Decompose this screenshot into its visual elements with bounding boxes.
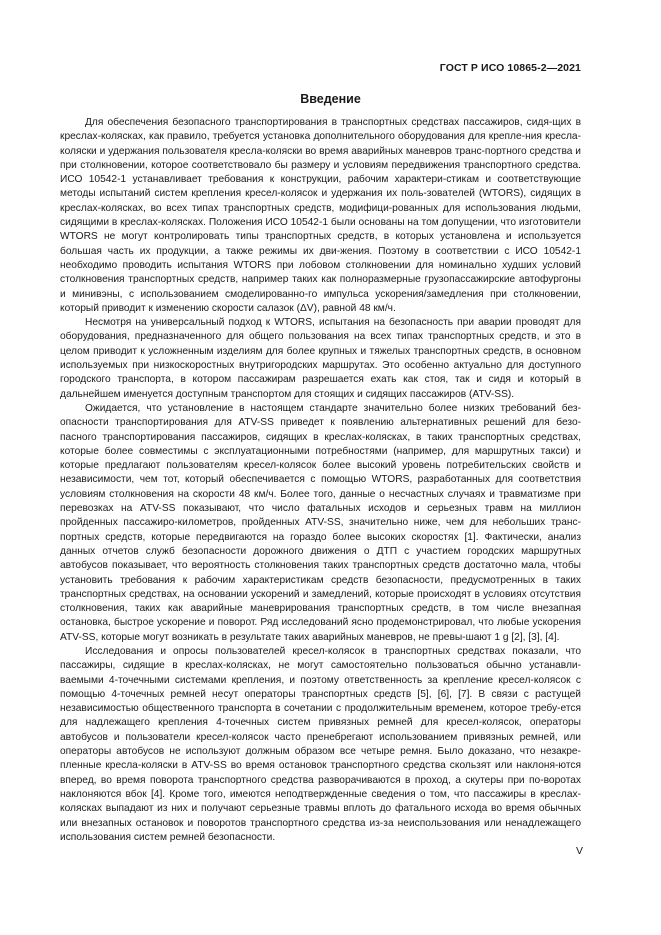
standard-id: ГОСТ Р ИСО 10865-2—2021 — [439, 62, 581, 74]
paragraph: Для обеспечения безопасного транспортирования в транспортных средствах пассажиров, сидя-щих в креслах-колясках, как правило, требуется установка дополнительного оборудования для крепле-ния кресла-коляски и удержания пользователя кресла-коляски во время аварийных маневров транс-портного средства и при столкновении, которое соответствовало бы размеру и условиям передвижения транспортного средства. ИСО 10542-1 устанавливает требования к конструкции, рабочим характери-стикам и соответствующие методы испытаний систем крепления кресел-колясок и удержания их поль-зователей (WTORS), сидящих в креслах-колясках, во всех типах транспортных средств, модифици-рованных для использования людьми, сидящими в креслах-колясках. Положения ИСО 10542-1 были основаны на том допущении, что изготовители WTORS не могут контролировать типы транспортных средств, в которых установлена и используется большая часть их продукции, а также режимы их дви-жения. Поэтому в соответствии с ИСО 10542-1 необходимо проводить испытания WTORS при лобовом столкновении для номинально худших условий столкновения транспортных средств, например таких как полноразмерные грузопассажирские автофургоны и минивэны, с использованием смоделированно-го импульса ускорения/замедления при столкновении, который приводит к изменению скорости салазок (ΔV), равной 48 км/ч. — [60, 117, 581, 314]
paragraph: Несмотря на универсальный подход к WTORS, испытания на безопасность при аварии проводят для оборудования, предназначенного для общего пользования на всех типах транспортных средств, и это в целом приводит к усложненным изделиям для более крупных и тяжелых транспортных средств, в основном используемых при низкоскоростных внутригородских маршрутах. Это особенно актуально для доступного городского транспорта, в котором пассажирам разрешается ехать как стоя, так и сидя и который в дальнейшем именуется доступным транспортом для стоящих и сидящих пассажиров (ATV-SS). — [60, 317, 581, 400]
paragraph: Исследования и опросы пользователей кресел-колясок в транспортных средствах показали, что пассажиры, сидящие в креслах-колясках, не могут самостоятельно пользоваться обычно устанавли-ваемыми 4-точечными системами крепления, и поэтому ответственность за крепление кресел-колясок с помощью 4-точечных ремней несут операторы транспортных средств [5], [6], [7]. В связи с растущей независимостью общественного транспорта в сочетании с продолжительным временем, которое требу-ется для надлежащего крепления 4-точечных систем привязных ремней для кресел-колясок, операторы автобусов и пользователи кресел-колясок часто пренебрегают использованием привязных ремней, или операторы автобусов не используют должным образом все четыре ремня. Было доказано, что незакре-пленные кресла-коляски в ATV-SS во время остановок транспортного средства скользят или наклоня-ются вперед, во время поворота транспортного средства разворачиваются в проход, а скутеры при по-воротах наклоняются вбок [4]. Кроме того, имеются неподтвержденные сведения о том, что пассажиры в креслах-колясках выпадают из них и получают серьезные травмы вплоть до фатального исхода во время обычных или внезапных остановок и поворотов транспортного средства из-за неиспользования или ненадлежащего использования систем ремней безопасности. — [60, 645, 581, 843]
paragraph: Ожидается, что установление в настоящем стандарте значительно более низких требований без-опасности транспортирования для ATV-SS приведет к появлению альтернативных решений для безо-пасного транспортирования пассажиров, сидящих в креслах-колясках, в таких транспортных средствах, которые более совместимы с эксплуатационными потребностями (например, для маршрутных такси) и которые предлагают пользователям кресел-колясок более высокий уровень потребительских свойств и независимости, чем тот, который обеспечивается с помощью WTORS, разработанных для соответствия условиям столкновения на скорости 48 км/ч. Более того, данные о несчастных случаях и травматизме при перевозках на ATV-SS показывают, что число фатальных исходов и серьезных травм на миллион пройденных пассажиро-километров, пройденных ATV-SS, значительно ниже, чем для небольших транс-портных средств, которые передвигаются на гораздо более высоких скоростях [1]. Фактически, анализ данных отчетов служб безопасности дорожного движения о ДТП с участием городских маршрутных автобусов показывает, что вероятность столкновения таких транспортных средств достаточно мала, чтобы установить требования к рабочим характеристикам средств безопасности, предусмотренных в таких транспортных средствах, на основании ускорений и замедлений, которые происходят в условиях отсутствия столкновения, таких как аварийные маневрирования транспортных средств, в том числе внезапная остановка, быстрое ускорение и поворот. Ряд исследований ясно продемонстрировал, что любые ускорения ATV-SS, которые могут возникать в результате таких аварийных маневров, не превы-шают 1 g [2], [3], [4]. — [60, 402, 581, 643]
body-text — [60, 116, 581, 845]
page-number: V — [575, 845, 583, 857]
section-title: Введение — [300, 92, 361, 106]
